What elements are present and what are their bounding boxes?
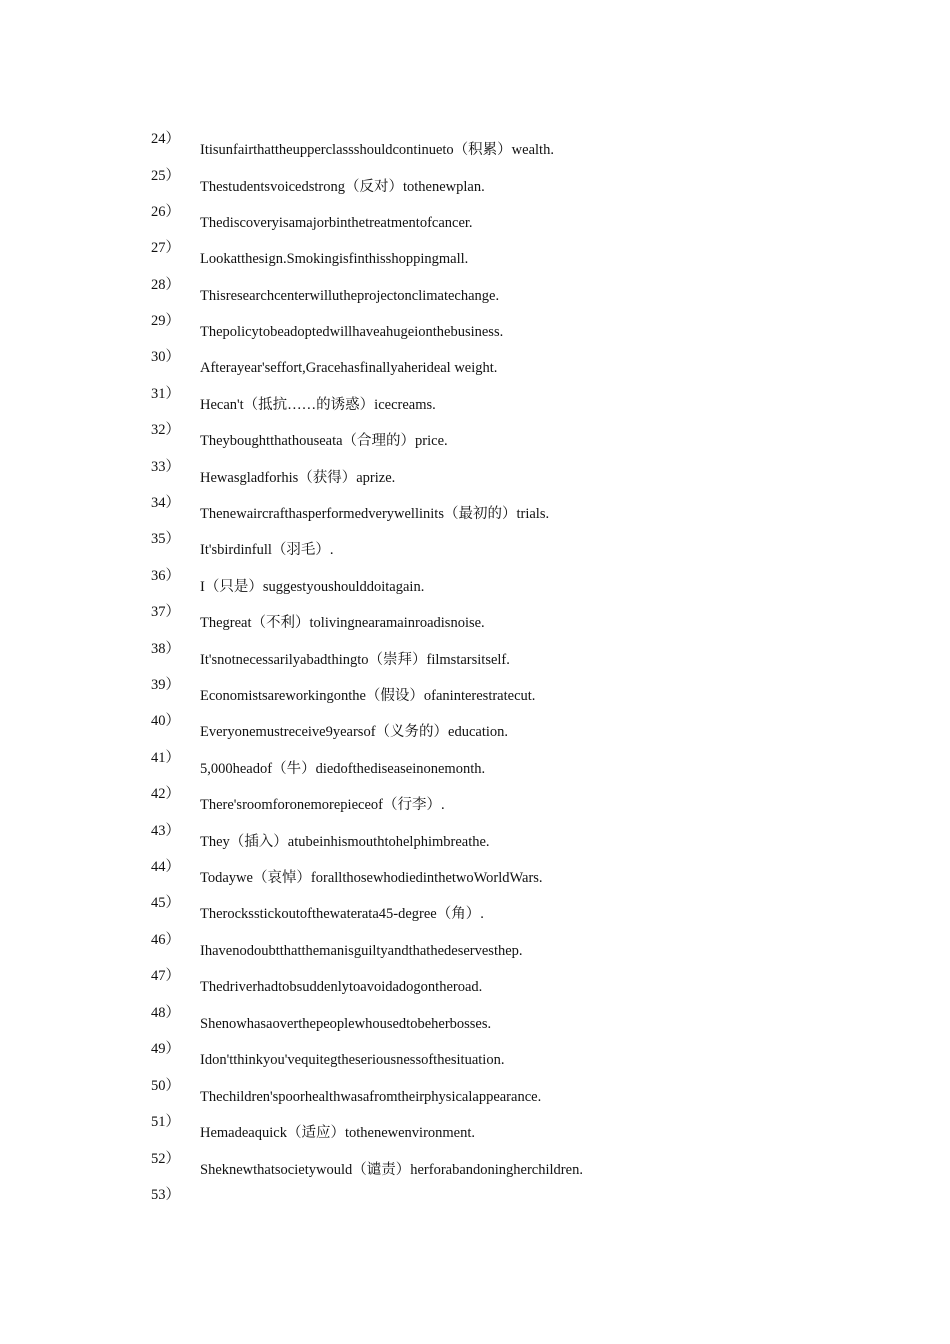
exercise-item (0, 894, 950, 932)
item-sentence: Thechildren'spoorhealthwasafromtheirphysicalappearance. (200, 1089, 542, 1105)
exercise-item (0, 749, 950, 787)
item-number: 49） (151, 1041, 180, 1057)
item-number: 31） (151, 386, 180, 402)
item-sentence: Lookatthesign.Smokingisfinthisshoppingmall. (200, 251, 469, 267)
exercise-item (0, 458, 950, 496)
item-sentence: Sheknewthatsocietywould（谴责）herforabandoningherchildren. (200, 1162, 583, 1178)
item-sentence: Thisresearchcenterwillutheprojectonclimatechange. (200, 288, 500, 304)
exercise-item (0, 1040, 950, 1078)
item-sentence: Thepolicytobeadoptedwillhaveahugeionthebusiness. (200, 324, 504, 340)
item-sentence: Todaywe（哀悼）forallthosewhodiedinthetwoWorldWars. (200, 870, 543, 886)
item-number: 42） (151, 786, 180, 802)
exercise-item (0, 931, 950, 969)
exercise-item (0, 421, 950, 459)
item-sentence: Everyonemustreceive9yearsof（义务的）education. (200, 724, 509, 740)
exercise-item (0, 348, 950, 386)
exercise-item (0, 967, 950, 1005)
item-sentence: They（插入）atubeinhismouthtohelphimbreathe. (200, 834, 490, 850)
item-sentence: Thestudentsvoicedstrong（反对）tothenewplan. (200, 179, 485, 195)
item-sentence: Thediscoveryisamajorbinthetreatmentofcancer. (200, 215, 473, 231)
item-sentence: Idon'tthinkyou'vequitegtheseriousnessofthesituation. (200, 1052, 505, 1068)
item-sentence: Economistsareworkingonthe（假设）ofaninterestratecut. (200, 688, 536, 704)
item-sentence: Afterayear'seffort,Gracehasfinallyaherideal weight. (200, 360, 498, 376)
item-number: 32） (151, 422, 180, 438)
exercise-item (0, 603, 950, 641)
exercise-item (0, 858, 950, 896)
item-sentence: Thenewaircrafthasperformedverywellinits（最初的）trials. (200, 506, 550, 522)
item-sentence: It'sbirdinfull（羽毛）. (200, 542, 334, 558)
item-sentence: Thedriverhadtobsuddenlytoavoidadogontheroad. (200, 979, 483, 995)
item-number: 45） (151, 895, 180, 911)
item-number: 46） (151, 932, 180, 948)
item-sentence: It'snotnecessarilyabadthingto（崇拜）filmstarsitself. (200, 652, 510, 668)
item-number: 53） (151, 1187, 180, 1203)
exercise-item (0, 1150, 950, 1188)
exercise-item (0, 1077, 950, 1115)
item-number: 50） (151, 1078, 180, 1094)
exercise-item (0, 530, 950, 568)
item-sentence: Thegreat（不利）tolivingnearamainroadisnoise. (200, 615, 485, 631)
item-sentence: I（只是）suggestyoushoulddoitagain. (200, 579, 425, 595)
item-sentence: Therocksstickoutofthewaterata45-degree（角）. (200, 906, 484, 922)
item-number: 38） (151, 641, 180, 657)
item-sentence: Hemadeaquick（适应）tothenewenvironment. (200, 1125, 476, 1141)
exercise-item (0, 712, 950, 750)
exercise-item (0, 167, 950, 205)
exercise-item (0, 676, 950, 714)
exercise-item (0, 239, 950, 277)
exercise-item (0, 130, 950, 168)
item-number: 37） (151, 604, 180, 620)
exercise-item (0, 1113, 950, 1151)
item-number: 25） (151, 168, 180, 184)
item-sentence: 5,000headof（牛）diedofthediseaseinonemonth. (200, 761, 486, 777)
exercise-item (0, 785, 950, 823)
item-sentence: Itisunfairthattheupperclassshouldcontinueto（积累）wealth. (200, 142, 554, 158)
item-number: 26） (151, 204, 180, 220)
exercise-item (0, 640, 950, 678)
exercise-item (0, 385, 950, 423)
item-number: 47） (151, 968, 180, 984)
item-number: 27） (151, 240, 180, 256)
item-number: 43） (151, 823, 180, 839)
item-number: 48） (151, 1005, 180, 1021)
item-number: 36） (151, 568, 180, 584)
item-number: 24） (151, 131, 180, 147)
exercise-item (0, 567, 950, 605)
item-sentence: There'sroomforonemorepieceof（行李）. (200, 797, 445, 813)
item-number: 33） (151, 459, 180, 475)
item-number: 40） (151, 713, 180, 729)
exercise-item (0, 494, 950, 532)
exercise-item (0, 1186, 950, 1224)
item-sentence: Hewasgladforhis（获得）aprize. (200, 470, 396, 486)
item-number: 28） (151, 277, 180, 293)
exercise-item (0, 312, 950, 350)
item-number: 44） (151, 859, 180, 875)
item-number: 34） (151, 495, 180, 511)
item-number: 30） (151, 349, 180, 365)
item-number: 41） (151, 750, 180, 766)
item-sentence: Hecan't（抵抗……的诱惑）icecreams. (200, 397, 436, 413)
item-number: 51） (151, 1114, 180, 1130)
exercise-item (0, 203, 950, 241)
exercise-item (0, 822, 950, 860)
item-number: 39） (151, 677, 180, 693)
item-number: 29） (151, 313, 180, 329)
item-number: 35） (151, 531, 180, 547)
item-sentence: Theyboughtthathouseata（合理的）price. (200, 433, 448, 449)
exercise-item (0, 276, 950, 314)
item-sentence: Shenowhasaoverthepeoplewhousedtobeherbosses. (200, 1016, 492, 1032)
item-sentence: Ihavenodoubtthatthemanisguiltyandthathedeservesthep. (200, 943, 523, 959)
item-number: 52） (151, 1151, 180, 1167)
exercise-item (0, 1004, 950, 1042)
